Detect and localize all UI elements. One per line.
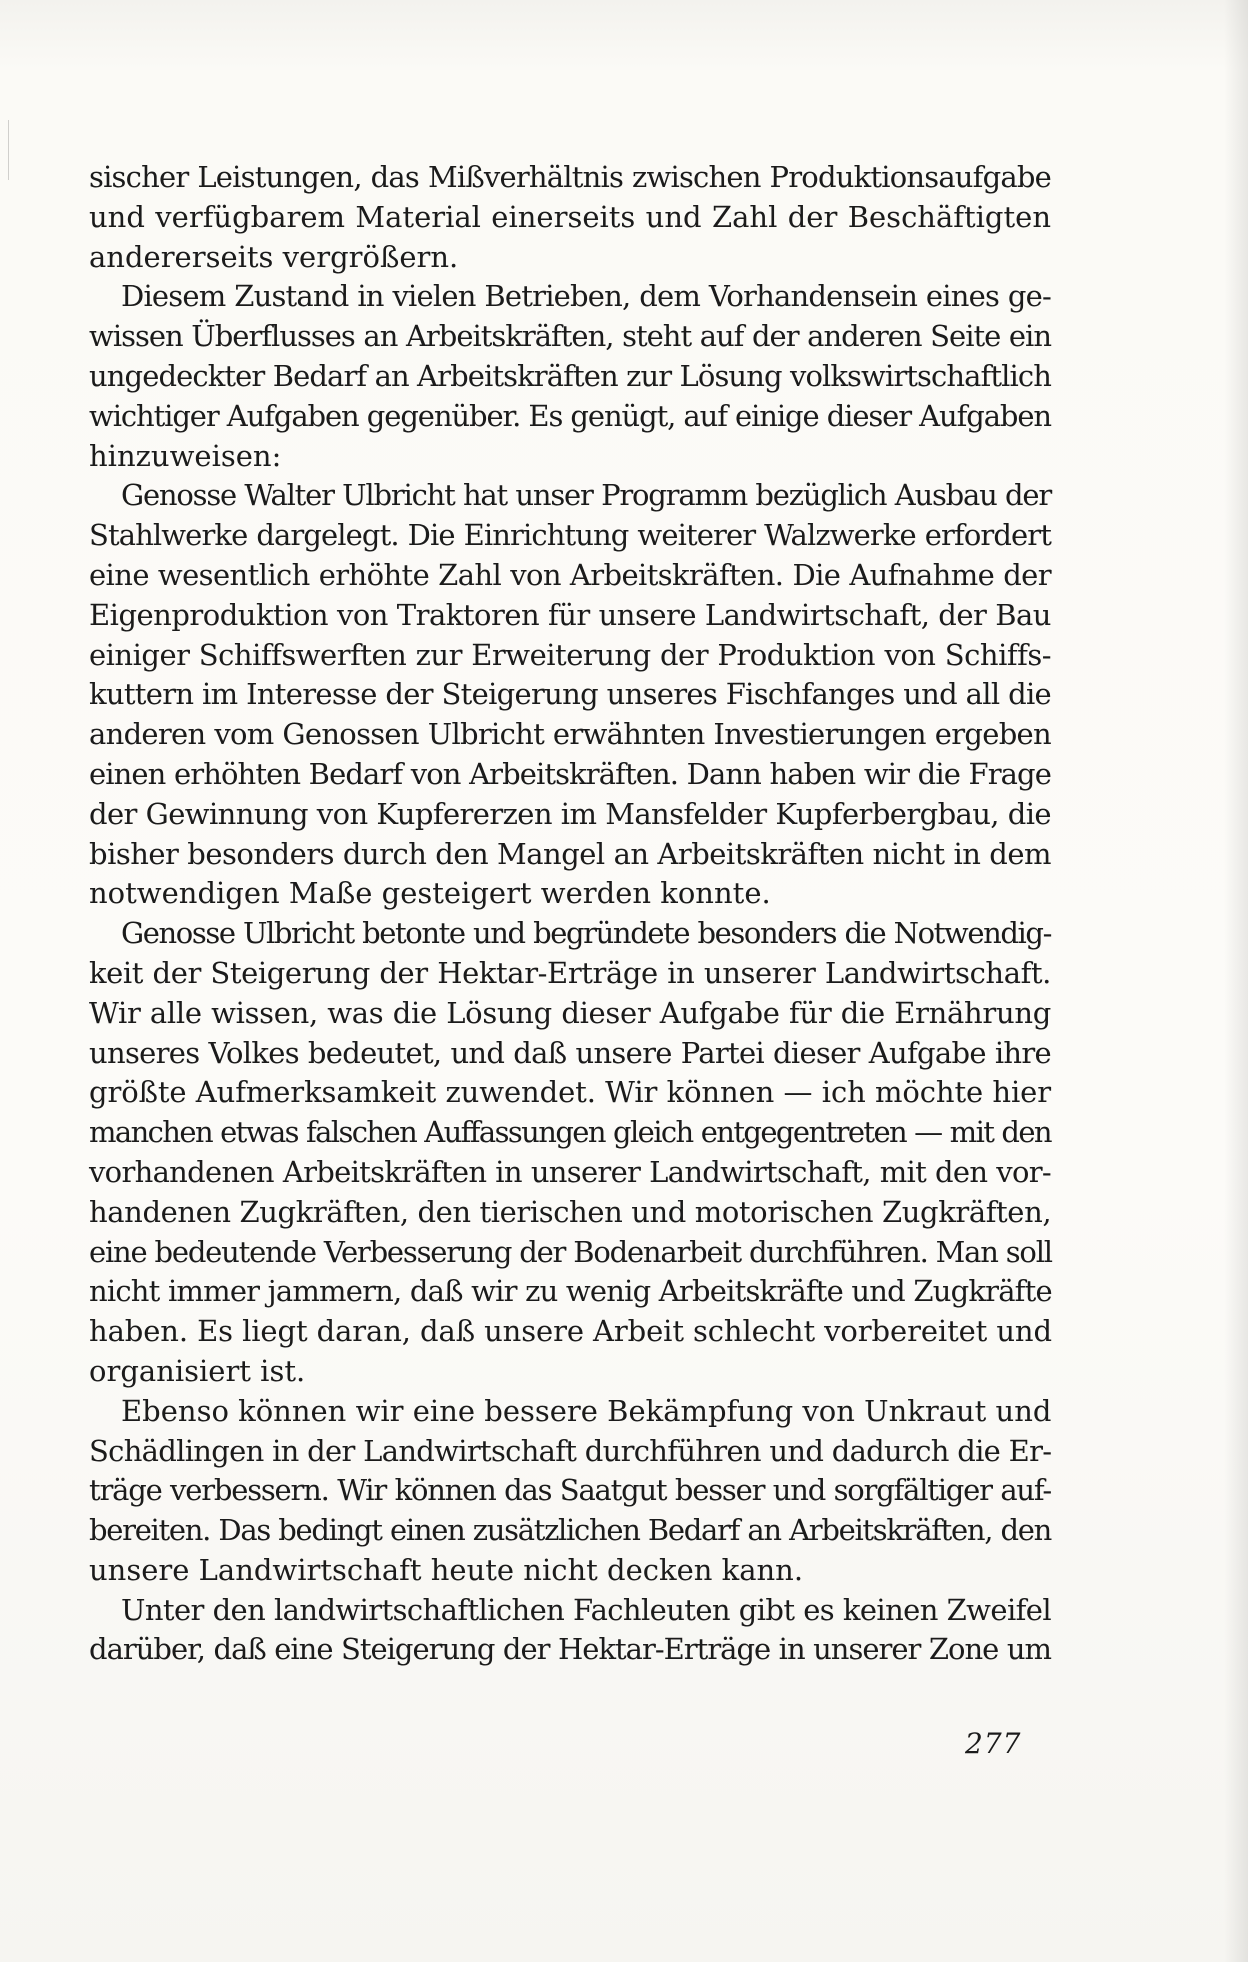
text-line: bisher besonders durch den Mangel an Arbeitskräften nicht in dem [89, 836, 1051, 871]
text-line: haben. Es liegt daran, daß unsere Arbeit schlecht vorbereitet und [89, 1314, 1052, 1349]
body-text [89, 158, 1051, 1670]
page-edge-shadow [1224, 0, 1248, 1962]
text-line: Eigenproduktion von Traktoren für unsere Landwirtschaft, der Bau [89, 597, 1051, 632]
text-line: einiger Schiffswerften zur Erweiterung der Produktion von Schiffs- [89, 637, 1051, 672]
text-line: unseres Volkes bedeutet, und daß unsere Partei dieser Aufgabe ihre [89, 1035, 1051, 1070]
text-line: Genosse Walter Ulbricht hat unser Programm bezüglich Ausbau der [121, 478, 1051, 513]
text-line: wissen Überflusses an Arbeitskräften, steht auf der anderen Seite ein [89, 319, 1051, 354]
text-line: andererseits vergrößern. [89, 239, 459, 274]
text-line: träge verbessern. Wir können das Saatgut besser und sorgfältiger auf- [89, 1473, 1051, 1508]
scan-margin-mark [8, 120, 9, 180]
text-line: organisiert ist. [89, 1353, 306, 1388]
text-line: bereiten. Das bedingt einen zusätzlichen Bedarf an Arbeitskräften, den [89, 1513, 1051, 1548]
text-line: eine wesentlich erhöhte Zahl von Arbeitskräften. Die Aufnahme der [89, 557, 1051, 592]
text-line: handenen Zugkräften, den tierischen und motorischen Zugkräften, [89, 1194, 1052, 1229]
text-line: der Gewinnung von Kupfererzen im Mansfelder Kupferbergbau, die [89, 796, 1051, 831]
text-line: ungedeckter Bedarf an Arbeitskräften zur Lösung volkswirtschaftlich [89, 358, 1051, 393]
text-line: einen erhöhten Bedarf von Arbeitskräften. Dann haben wir die Frage [89, 756, 1051, 791]
text-line: keit der Steigerung der Hektar-Erträge in unserer Landwirtschaft. [89, 955, 1051, 990]
page-number: 277 [965, 1727, 1022, 1760]
text-line: Wir alle wissen, was die Lösung dieser Aufgabe für die Ernährung [89, 995, 1051, 1030]
text-line: notwendigen Maße gesteigert werden konnte. [89, 876, 771, 911]
text-line: und verfügbarem Material einerseits und Zahl der Beschäftigten [89, 199, 1051, 234]
text-line: Ebenso können wir eine bessere Bekämpfung von Unkraut und [121, 1393, 1052, 1428]
text-line: Stahlwerke dargelegt. Die Einrichtung weiterer Walzwerke erfordert [89, 518, 1051, 553]
text-line: größte Aufmerksamkeit zuwendet. Wir können — ich möchte hier [89, 1075, 1051, 1110]
text-line: unsere Landwirtschaft heute nicht decken kann. [89, 1552, 804, 1587]
text-line: nicht immer jammern, daß wir zu wenig Arbeitskräfte und Zugkräfte [89, 1274, 1052, 1309]
text-line: sischer Leistungen, das Mißverhältnis zwischen Produktionsaufgabe [89, 160, 1051, 194]
text-line: Unter den landwirtschaftlichen Fachleuten gibt es keinen Zweifel [121, 1592, 1051, 1627]
text-line: kuttern im Interesse der Steigerung unseres Fischfanges und all die [89, 677, 1051, 712]
text-line: Diesem Zustand in vielen Betrieben, dem Vorhandensein eines ge- [121, 279, 1051, 314]
text-line: hinzuweisen: [89, 438, 282, 473]
text-line: vorhandenen Arbeitskräften in unserer Landwirtschaft, mit den vor- [89, 1154, 1051, 1189]
text-line: manchen etwas falschen Auffassungen gleich entgegentreten — mit den [89, 1115, 1051, 1150]
text-line: wichtiger Aufgaben gegenüber. Es genügt, auf einige dieser Aufgaben [89, 398, 1051, 433]
text-line: eine bedeutende Verbesserung der Bodenarbeit durchführen. Man soll [89, 1234, 1052, 1269]
text-line: darüber, daß eine Steigerung der Hektar-Erträge in unserer Zone um [89, 1632, 1051, 1667]
text-line: anderen vom Genossen Ulbricht erwähnten Investierungen ergeben [89, 717, 1051, 752]
text-line: Schädlingen in der Landwirtschaft durchführen und dadurch die Er- [89, 1433, 1052, 1468]
text-line: Genosse Ulbricht betonte und begründete besonders die Notwendig- [121, 916, 1051, 951]
